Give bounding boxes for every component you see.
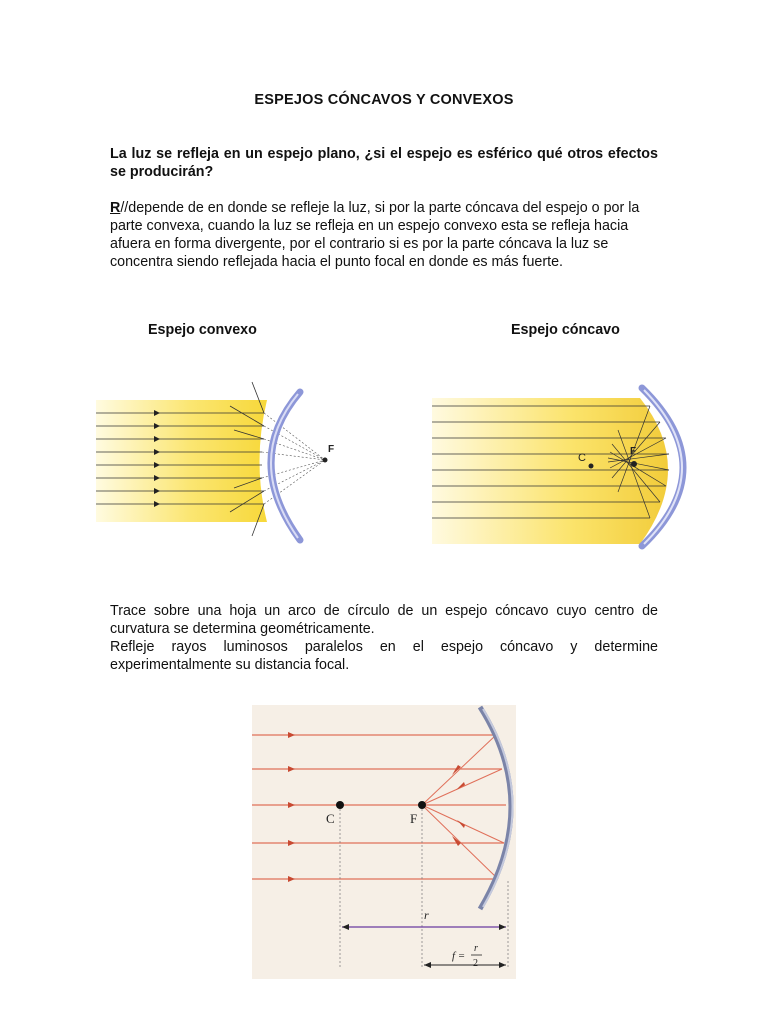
instructions [110, 602, 658, 674]
instruction-1: Trace sobre una hoja un arco de círculo de un espejo cóncavo cuyo centro de curvatura se determina geométricamente. [110, 603, 658, 637]
focus-label: F [410, 811, 418, 826]
answer-slashes: // [120, 200, 129, 216]
center-point [336, 801, 344, 809]
instruction-2: Refleje rayos luminosos paralelos en el espejo cóncavo y determine experimentalmente su distancia focal. [110, 639, 658, 673]
page-title: ESPEJOS CÓNCAVOS Y CONVEXOS [254, 92, 514, 108]
convex-focus-label: F [328, 444, 335, 455]
answer-paragraph [110, 199, 658, 271]
fraction-denominator: 2 [473, 958, 478, 969]
answer-text: depende de en donde se refleje la luz, si por la parte cóncava del espejo o por la parte convexa, cuando la luz se refleja en un espejo convexo esta se refleja hacia afuera en forma divergente, por el contrario si es por la parte cóncava la luz se concentra siendo reflejada hacia el punto focal en donde es más fuerte. [110, 200, 640, 270]
concave-center-point [589, 464, 594, 469]
concave-mirror-label: Espejo cóncavo [511, 322, 620, 338]
concave-focus-label: F [630, 446, 637, 457]
concave-mirror-figure [428, 384, 698, 554]
concave-center-label: C [578, 452, 586, 464]
convex-focus-point [323, 458, 328, 463]
answer-prefix: R [110, 200, 121, 216]
concave-focus-point [631, 461, 637, 467]
f-label: f = [452, 950, 466, 962]
r-label: r [424, 908, 429, 922]
fraction-numerator: r [474, 943, 478, 954]
convex-mirror-label: Espejo convexo [148, 322, 257, 338]
focus-point [418, 801, 426, 809]
question: La luz se refleja en un espejo plano, ¿si el espejo es esférico qué otros efectos se producirán? [110, 146, 658, 180]
convex-mirror-figure [92, 372, 352, 552]
concave-focal-diagram [252, 705, 516, 979]
center-label: C [326, 811, 335, 826]
